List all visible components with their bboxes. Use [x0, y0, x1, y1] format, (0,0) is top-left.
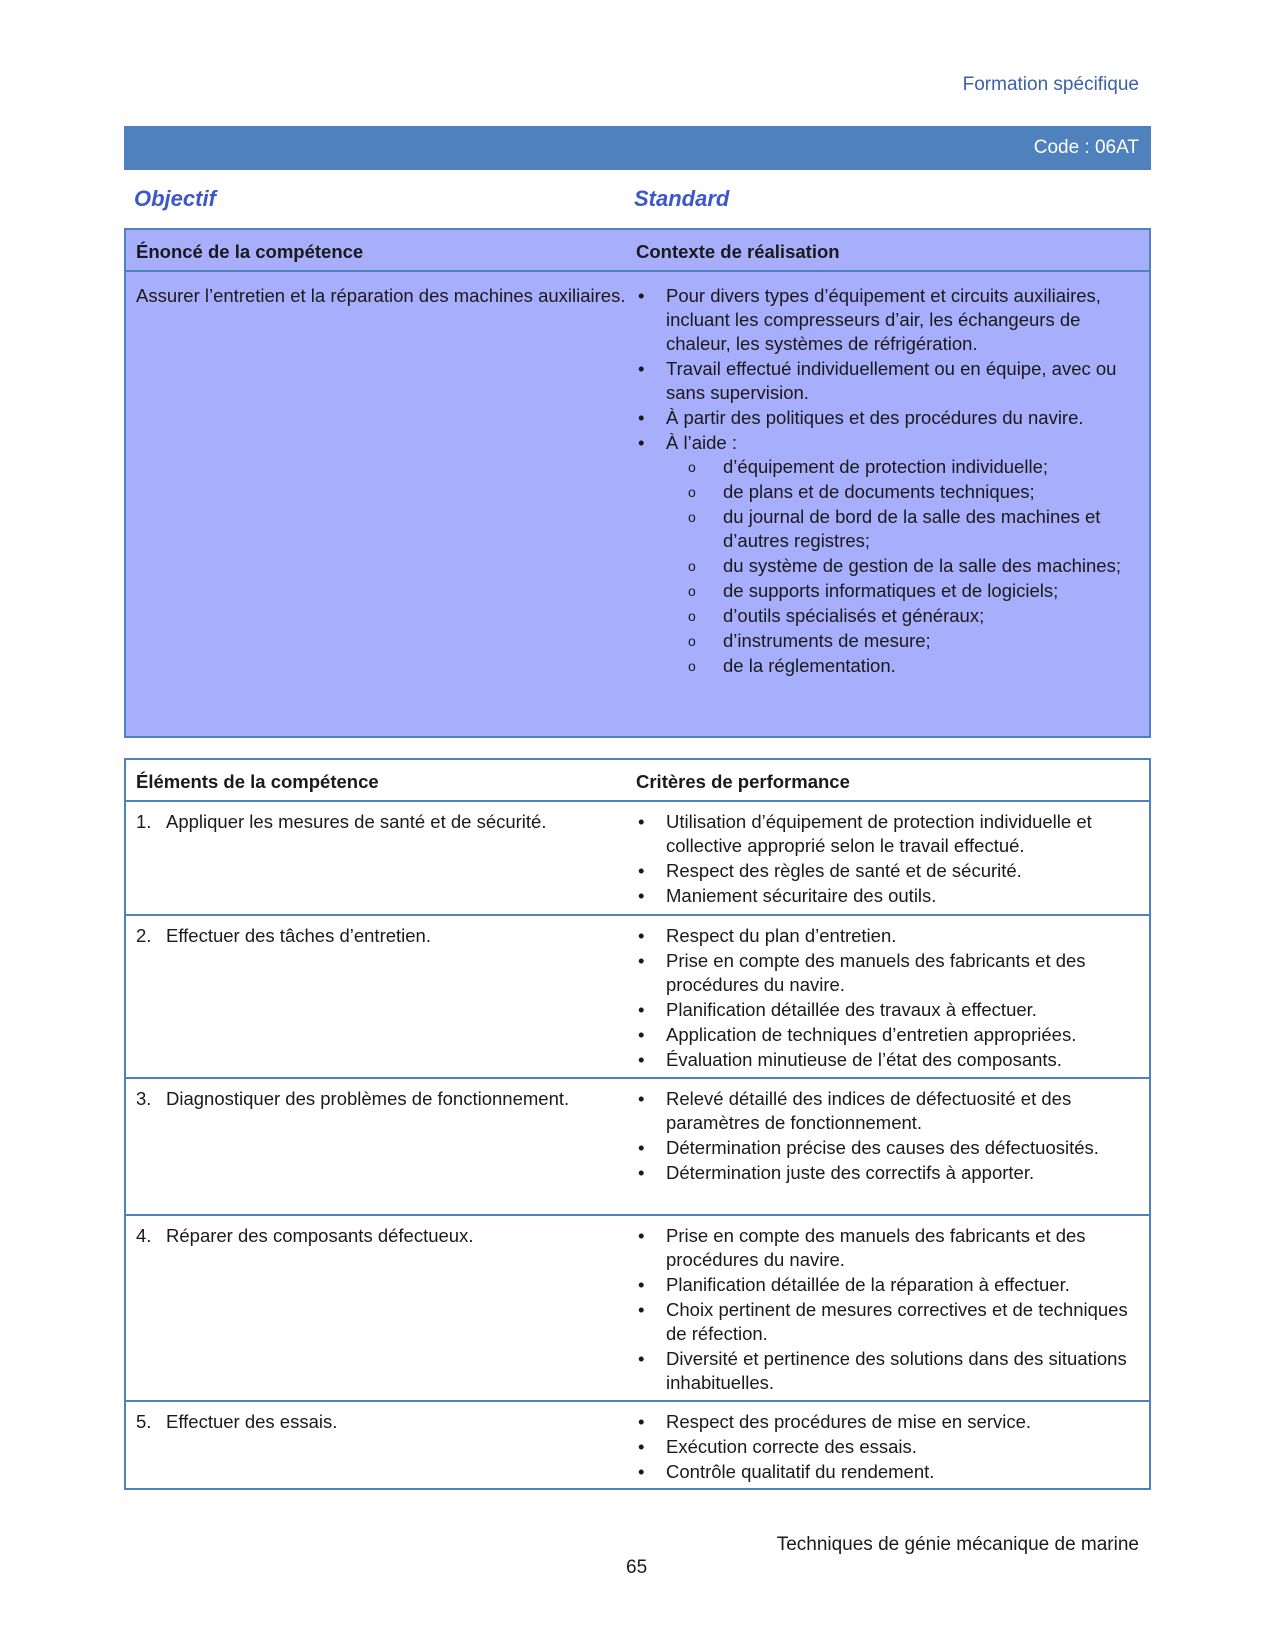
element-4: 4. Réparer des composants défectueux. — [136, 1225, 474, 1246]
criteria-list — [636, 924, 1139, 1072]
list-item: o de la réglementation. — [688, 655, 896, 676]
criteria-list — [636, 810, 1139, 908]
context-header-row — [126, 230, 1149, 272]
list-item: • Pour divers types d’équipement et circuits auxiliaires, incluant les compresseurs d’air, les échangeurs de chaleur, les systèmes de réfrigération. — [638, 285, 1101, 354]
context-list — [636, 284, 1139, 678]
list-item: • Exécution correcte des essais. — [638, 1436, 917, 1457]
criteria-list — [636, 1410, 1139, 1484]
competency-code: Code : 06AT — [1033, 137, 1139, 158]
list-item: • À partir des politiques et des procédures du navire. — [638, 407, 1084, 428]
criteria-header: Critères de performance — [636, 771, 850, 792]
list-item: • Évaluation minutieuse de l’état des composants. — [638, 1049, 1062, 1070]
tools-sublist — [666, 455, 1139, 678]
list-item: • Planification détaillée de la réparation à effectuer. — [638, 1274, 1070, 1295]
list-item: • Respect du plan d’entretien. — [638, 925, 897, 946]
list-item: o du journal de bord de la salle des machines et d’autres registres; — [688, 506, 1101, 551]
element-2: 2. Effectuer des tâches d’entretien. — [136, 925, 431, 946]
criteria-list — [636, 1087, 1139, 1185]
competency-statement: Assurer l’entretien et la réparation des machines auxiliaires. — [136, 285, 626, 306]
context-body-row — [126, 272, 1149, 679]
objectif-heading: Objectif — [134, 186, 216, 211]
list-item: • Diversité et pertinence des solutions dans des situations inhabituelles. — [638, 1348, 1127, 1393]
table-row — [126, 914, 1149, 1077]
element-1: 1. Appliquer les mesures de santé et de sécurité. — [136, 811, 547, 832]
element-3: 3. Diagnostiquer des problèmes de fonctionnement. — [136, 1088, 570, 1109]
list-item: • Détermination juste des correctifs à apporter. — [638, 1162, 1035, 1183]
list-item: • Travail effectué individuellement ou en équipe, avec ou sans supervision. — [638, 358, 1117, 403]
list-item: • Maniement sécuritaire des outils. — [638, 885, 937, 906]
list-item: • Choix pertinent de mesures correctives et de techniques de réfection. — [638, 1299, 1128, 1344]
table-row — [126, 1214, 1149, 1400]
statement-header: Énoncé de la compétence — [136, 241, 364, 262]
criteria-list — [636, 1224, 1139, 1395]
list-item: o de supports informatiques et de logiciels; — [688, 580, 1059, 601]
standard-heading: Standard — [634, 186, 730, 211]
list-item: o d’équipement de protection individuelle; — [688, 456, 1048, 477]
section-label: Formation spécifique — [962, 74, 1139, 95]
list-item: • Prise en compte des manuels des fabricants et des procédures du navire. — [638, 950, 1086, 995]
list-item: • Respect des procédures de mise en service. — [638, 1411, 1032, 1432]
program-name: Techniques de génie mécanique de marine — [776, 1534, 1139, 1555]
list-item: • Contrôle qualitatif du rendement. — [638, 1461, 935, 1482]
page-number: 65 — [626, 1557, 648, 1578]
list-item: • Utilisation d’équipement de protection individuelle et collective approprié selon le travail effectué. — [638, 811, 1092, 856]
context-table — [124, 228, 1151, 738]
table-row — [126, 800, 1149, 914]
context-header: Contexte de réalisation — [636, 241, 840, 262]
code-bar — [124, 126, 1151, 170]
list-item: • Respect des règles de santé et de sécurité. — [638, 860, 1022, 881]
list-item: • Application de techniques d’entretien appropriées. — [638, 1024, 1077, 1045]
table-row — [126, 1400, 1149, 1485]
list-item: • Planification détaillée des travaux à effectuer. — [638, 999, 1037, 1020]
list-item: • À l’aide : o d’équipement de protection individuelle; o de plans et de documents techniques; o du journal de bord de la salle des machines et d’autres registres; o du système de gestion de la salle des machines; o de supports informatiques et de logiciels; o d’outils spécialisés et généraux; o d’instruments de mesure; o de la réglementation. — [636, 431, 1139, 678]
list-item: o de plans et de documents techniques; — [688, 481, 1035, 502]
elements-header: Éléments de la compétence — [136, 771, 379, 792]
table-row — [126, 1077, 1149, 1214]
list-item: • Détermination précise des causes des défectuosités. — [638, 1137, 1099, 1158]
list-item: o du système de gestion de la salle des machines; — [688, 555, 1121, 576]
performance-table — [124, 758, 1151, 1490]
list-item: • Prise en compte des manuels des fabricants et des procédures du navire. — [638, 1225, 1086, 1270]
element-5: 5. Effectuer des essais. — [136, 1411, 338, 1432]
performance-header-row — [126, 760, 1149, 800]
list-item: o d’instruments de mesure; — [688, 630, 931, 651]
list-item: • Relevé détaillé des indices de défectuosité et des paramètres de fonctionnement. — [638, 1088, 1072, 1133]
list-item: o d’outils spécialisés et généraux; — [688, 605, 985, 626]
